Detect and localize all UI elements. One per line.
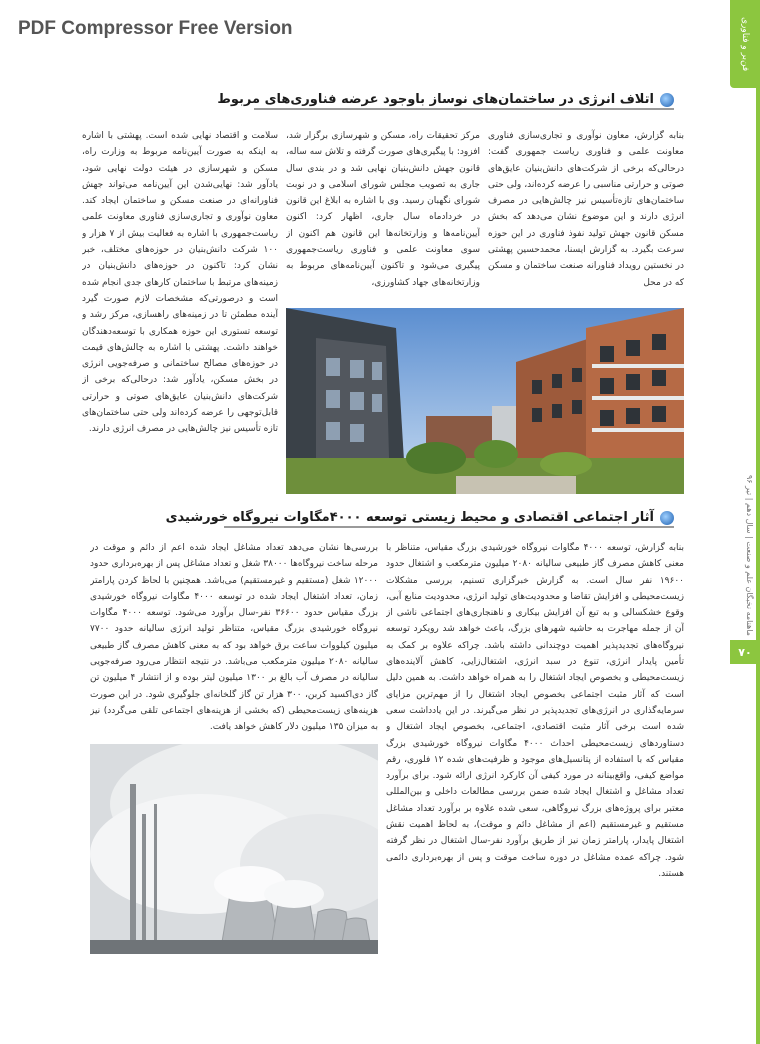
article1-column-left: سلامت و اقتصاد نهایی شده است. پهشتی با اشاره به اینکه به صورت آیین‌نامه مربوط به وزارت راه، مسکن و شهرسازی در هیئت دولت نهایی شود، یادآور شد: نهایی‌شدن این آیین‌نامه می‌تواند جهش فناورانه‌ای در صنعت مسکن و ساختمان ایجاد کند. معاون نوآوری و تجاری‌سازی فناوری معاونت علمی ریاست‌جمهوری با اشاره به فعالیت بیش از ۷ هزار و ۱۰۰ شرکت دانش‌بنیان در حوزه‌های مختلف، خبر نشان کرد: تاکنون در حوزه‌های دانش‌بنیان در زمینه‌های مرتبط با ساختمان کارهای جدی انجام شده است و درصورتی‌که مشخصات لازم صورت گیرد آینده مطمئن تا در زمینه‌های راهسازی، مرکز رشد و توسعه تستوری این حوزه همکاری با توسعه‌دهندگان خواهند داشت. پهشتی با اشاره به چالش‌های قیمت در حوزه‌های مصالح ساختمانی و صرفه‌جویی انرژی در بخش مسکن، یادآور شد: درحالی‌که برخی از شرکت‌های دانش‌بنیان عایق‌های صوتی و حرارتی قابل‌توجهی را عرضه کرده‌اند ولی حتی ساختمان‌های تازه تأسیس نیز چالش‌هایی در مصرف انرژی دارند. <box>82 131 278 435</box>
side-journal-label <box>745 440 754 670</box>
heading-underline <box>224 526 674 528</box>
heading-bullet-icon <box>660 93 674 107</box>
article2-title: آثار اجتماعی اقتصادی و محیط زیستی توسعه ۴۰۰۰مگاوات نیروگاه خورشیدی <box>165 510 654 525</box>
article1-column-right: بنابه گزارش، معاون نوآوری و تجاری‌سازی فناوری معاونت علمی و فناوری ریاست جمهوری گفت: درحالی‌که برخی از شرکت‌های دانش‌بنیان عایق‌های صوتی و حرارتی مناسبی را عرضه کرده‌اند، ولی حتی ساختمان‌های تازه‌تأسیس نیز چالش‌هایی در مصرف انرژی دارند و این موضوع نشان می‌دهد که بخش مسکن قانون جهش تولید نفوذ فناوری در این حوزه سرعت بگیرد. به گزارش ایسنا، محمدحسین پهشتی در نخستین رویداد فناورانه صنعت ساختمان و مسکن که در محل <box>488 131 684 288</box>
journal-info-text: ماهنامه نخبگان علم و صنعت | سال دهم | تیر ۹۶ <box>745 474 754 636</box>
heading-underline <box>254 108 674 110</box>
side-accent-strip <box>756 88 760 1044</box>
heading-bullet-icon <box>660 511 674 525</box>
power-plant-illustration <box>90 744 378 954</box>
buildings-illustration <box>286 308 684 494</box>
section-tab-label: فن‌بر و فناوری <box>740 16 750 72</box>
article2-column-right: بنابه گزارش، توسعه ۴۰۰۰ مگاوات نیروگاه خورشیدی بزرگ مقیاس، متناظر با معنی کاهش مصرف گاز طبیعی سالیانه ۲۰۸۰ میلیون مترمکعب و اشتغال حدود ۱۹۶۰۰ نفر سال است. به گزارش خبرگزاری تسنیم، بررسی مشکلات زیست‌محیطی و افزایش تقاضا و محدودیت‌های تولید انرژی، محدودیت منابع آبی، وقوع خشکسالی و به تبع آن افزایش بیکاری و ناهنجاری‌های اجتماعی ناشی از آن از جمله مهاجرت به حاشیه شهرهای بزرگ، باعث خواهد شد رویکرد توسعه نیروگاه‌های تجدیدپذیر اهمیت دوچندانی داشته باشد. چراکه علاوه بر کمک به تأمین پایدار انرژی، تنوع در سبد انرژی، اشتغال‌زایی، کاهش آلاینده‌های زیست‌محیطی و بخصوص ایجاد اشتغال را به همراه خواهد داشت. به همین دلیل است که آثار مثبت اجتماعی بخصوص ایجاد اشتغال را از مهم‌ترین مزایای سرمایه‌گذاری در انرژی‌های تجدیدپذیر در نظر می‌گیرند. در این یادداشت سعی شده است برخی آثار مثبت اقتصادی، اجتماعی، بخصوص ایجاد اشتغال و دستاوردهای زیست‌محیطی احداث ۴۰۰۰ مگاوات نیروگاه خورشیدی بزرگ مقیاس که با استفاده از پتانسیل‌های موجود و ظرفیت‌های شده ۱۲ فلوری، رقم مواضع کیفی، واقع‌بینانه در مورد کیفی آن کارکرد انرژی ارائه شود. برای برآورد تعداد مشاغل و اشتغال ایجاد شده ضمن بررسی مطالعات داخلی و بین‌المللی معتبر برای پروژه‌های بزرگ نیروگاهی، سعی شده علاوه بر برآورد تعداد مشاغل مستقیم و غیرمستقیم (اعم از مشاغل دائم و موقت)، به لحاظ اهمیت نقش اشتغال پایدار، پارامتر زمان نیز از طریق برآورد نفر-سال اشتغال در نظر گرفته شود. چراکه عمده مشاغل در دوره ساخت موقت و پس از بهره‌برداری دائمی هستند. <box>386 543 684 879</box>
watermark-text: PDF Compressor Free Version <box>18 18 293 39</box>
article1-heading <box>217 92 674 107</box>
article1-title: اتلاف انرژی در ساختمان‌های نوساز باوجود عرضه فناوری‌های مربوط <box>217 92 654 107</box>
section-tab <box>730 0 760 88</box>
article2-column-left: بررسی‌ها نشان می‌دهد تعداد مشاغل ایجاد شده اعم از دائم و موقت در مرحله ساخت نیروگاه‌ها ۳۸۰۰۰ شغل و تعداد مشاغل پس از بهره‌برداری حدود ۱۲۰۰۰ شغل (مستقیم و غیرمستقیم) می‌باشد. همچنین با لحاظ کردن پارامتر زمان، تعداد اشتغال ایجاد شده در توسعه ۴۰۰۰ مگاوات نیروگاه خورشیدی بزرگ مقیاس حدود ۳۶۶۰۰ نفر-سال برآورد می‌شود. توسعه ۴۰۰۰ مگاوات نیروگاه خورشیدی بزرگ مقیاس، متناظر تولید انرژی سالیانه حدود ۷۷۰۰ میلیون کیلووات ساعت برق خواهد بود که به معنی کاهش مصرف گاز طبیعی سالیانه ۲۰۸۰ میلیون مترمکعب می‌باشد. در نتیجه انتظار می‌رود صرفه‌جویی سالیانه در مصرف آب بالغ بر ۱۳۰۰ میلیون لیتر بوده و از انتشار ۴ میلیون تن گاز دی‌اکسید کربن، ۳۰۰ هزار تن گاز گلخانه‌ای جلوگیری شود. در این صورت هزینه‌های زیست‌محیطی (که بخشی از هزینه‌های اجتماعی تلقی می‌گردد) نیز به میزان ۱۳۵ میلیون دلار کاهش خواهد یافت. <box>90 543 378 733</box>
article2-heading <box>165 510 674 525</box>
apartment-buildings-photo <box>286 308 684 494</box>
article1-column-middle: مرکز تحقیقات راه، مسکن و شهرسازی برگزار شد، افزود: با پیگیری‌های صورت گرفته و تلاش سه ساله، قانون جهش دانش‌بنیان نهایی شد و در بندی سال جاری به تصویب مجلس شورای اسلامی و در نوبت شورای نگهبان رسید. وی با اشاره به ابلاغ این قانون در خردادماه سال جاری، اظهار کرد: اکنون آیین‌نامه‌ها و وزارتخانه‌ها این قانون هم اکنون از سوی معاونت علمی و فناوری ریاست‌جمهوری پیگیری می‌شود و تاکنون آیین‌نامه‌های مربوط به وزارتخانه‌های جهاد کشاورزی، <box>286 131 480 288</box>
cooling-towers-photo <box>90 744 378 954</box>
page-number: ۷۰ <box>730 640 760 664</box>
